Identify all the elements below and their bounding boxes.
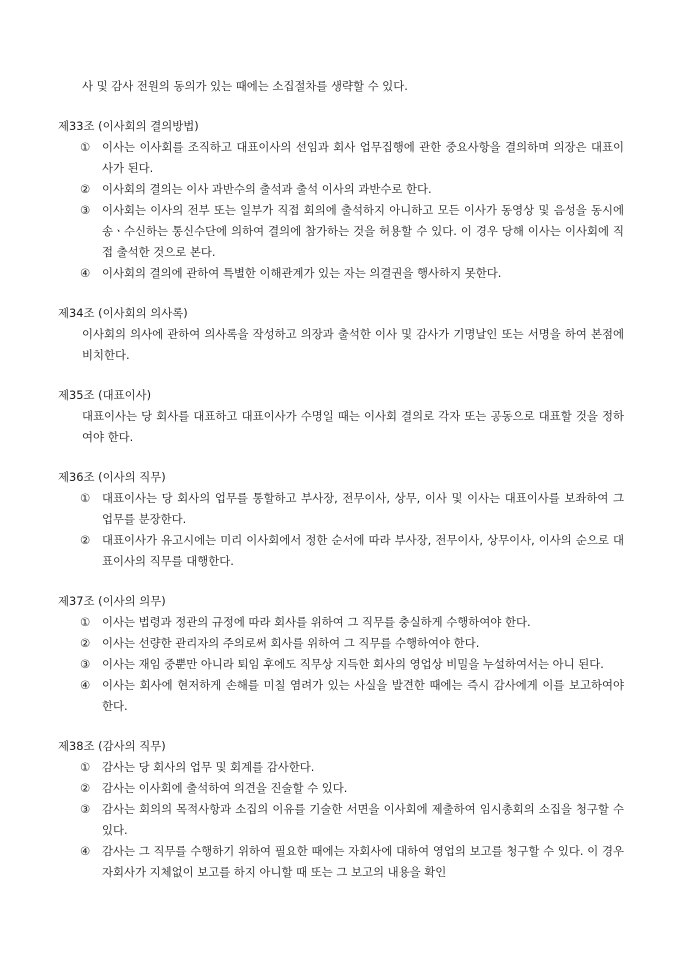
clause-item [56,137,624,179]
clause-item [56,612,624,633]
clause-number: ② [80,182,91,196]
article-heading: 제37조 (이사의 의무) [58,594,166,608]
article-heading: 제38조 (감사의 직무) [58,739,166,753]
article-35 [56,385,624,448]
clause-number: ③ [80,657,91,671]
clause-number: ① [80,140,91,154]
clause-number: ② [80,533,91,547]
clause-item [56,757,624,778]
clause-number: ④ [80,266,91,280]
clause-number: ② [80,781,91,795]
article-heading: 제34조 (이사회의 의사록) [58,306,188,320]
clause-text: 이사회의 결의에 관하여 특별한 이해관계가 있는 자는 의결권을 행사하지 못한다. [102,266,502,280]
article-38 [56,736,624,883]
clause-text: 이사회는 이사의 전부 또는 일부가 직접 회의에 출석하지 아니하고 모든 이사가 동영상 및 음성을 동시에 송ㆍ수신하는 통신수단에 의하여 결의에 참가하는 것을 허용할 수 있다. 이 경우 당해 이사는 이사회에 직접 출석한 것으로 본다. [102,203,624,259]
clause-text: 감사는 그 직무를 수행하기 위하여 필요한 때에는 자회사에 대하여 영업의 보고를 청구할 수 있다. 이 경우 자회사가 지체없이 보고를 하지 아니할 때 또는 그 보고의 내용을 확인 [102,844,624,879]
article-34 [56,303,624,366]
article-36 [56,467,624,572]
clause-item [56,675,624,717]
clause-item [56,654,624,675]
clause-number: ④ [80,844,91,858]
clause-item [56,179,624,200]
clause-text: 이사는 재임 중뿐만 아니라 퇴임 후에도 직무상 지득한 회사의 영업상 비밀을 누설하여서는 아니 된다. [102,657,604,671]
clause-text: 감사는 이사회에 출석하여 의견을 진술할 수 있다. [102,781,348,795]
clause-text: 이사회의 결의는 이사 과반수의 출석과 출석 이사의 과반수로 한다. [102,182,432,196]
lead-text: 사 및 감사 전원의 동의가 있는 때에는 소집절차를 생략할 수 있다. [82,79,408,93]
article-heading: 제36조 (이사의 직무) [58,470,166,484]
article-body: 이사회의 의사에 관하여 의사록을 작성하고 의장과 출석한 이사 및 감사가 기명날인 또는 서명을 하여 본점에 비치한다. [82,327,624,362]
clause-text: 이사는 회사에 현저하게 손해를 미칠 염려가 있는 사실을 발견한 때에는 즉시 감사에게 이를 보고하여야 한다. [102,678,624,713]
clause-text: 이사는 법령과 정관의 규정에 따라 회사를 위하여 그 직무를 충실하게 수행하여야 한다. [102,615,531,629]
clause-number: ③ [80,802,91,816]
article-heading: 제35조 (대표이사) [58,388,152,402]
clause-item [56,633,624,654]
clause-number: ① [80,760,91,774]
clause-item [56,841,624,883]
clause-item [56,488,624,530]
article-33 [56,116,624,284]
clause-item [56,530,624,572]
clause-text: 감사는 당 회사의 업무 및 회계를 감사한다. [102,760,315,774]
clause-number: ② [80,636,91,650]
clause-item [56,799,624,841]
clause-item [56,778,624,799]
clause-text: 대표이사는 당 회사의 업무를 통할하고 부사장, 전무이사, 상무, 이사 및 이사는 대표이사를 보좌하여 그 업무를 분장한다. [102,491,624,526]
clause-number: ④ [80,678,91,692]
clause-number: ③ [80,203,91,217]
article-body: 대표이사는 당 회사를 대표하고 대표이사가 수명일 때는 이사회 결의로 각자 또는 공동으로 대표할 것을 정하여야 한다. [82,409,624,444]
article-37 [56,591,624,717]
clause-item [56,200,624,263]
clause-text: 이사는 이사회를 조직하고 대표이사의 선임과 회사 업무집행에 관한 중요사항을 결의하며 의장은 대표이사가 된다. [102,140,624,175]
clause-number: ① [80,615,91,629]
clause-text: 감사는 회의의 목적사항과 소집의 이유를 기술한 서면을 이사회에 제출하여 임시총회의 소집을 청구할 수 있다. [102,802,624,837]
clause-text: 이사는 선량한 관리자의 주의로써 회사를 위하여 그 직무를 수행하여야 한다. [102,636,480,650]
clause-text: 대표이사가 유고시에는 미리 이사회에서 정한 순서에 따라 부사장, 전무이사, 상무이사, 이사의 순으로 대표이사의 직무를 대행한다. [102,533,624,568]
clause-number: ① [80,491,91,505]
article-heading: 제33조 (이사회의 결의방법) [58,119,199,133]
clause-item [56,263,624,284]
